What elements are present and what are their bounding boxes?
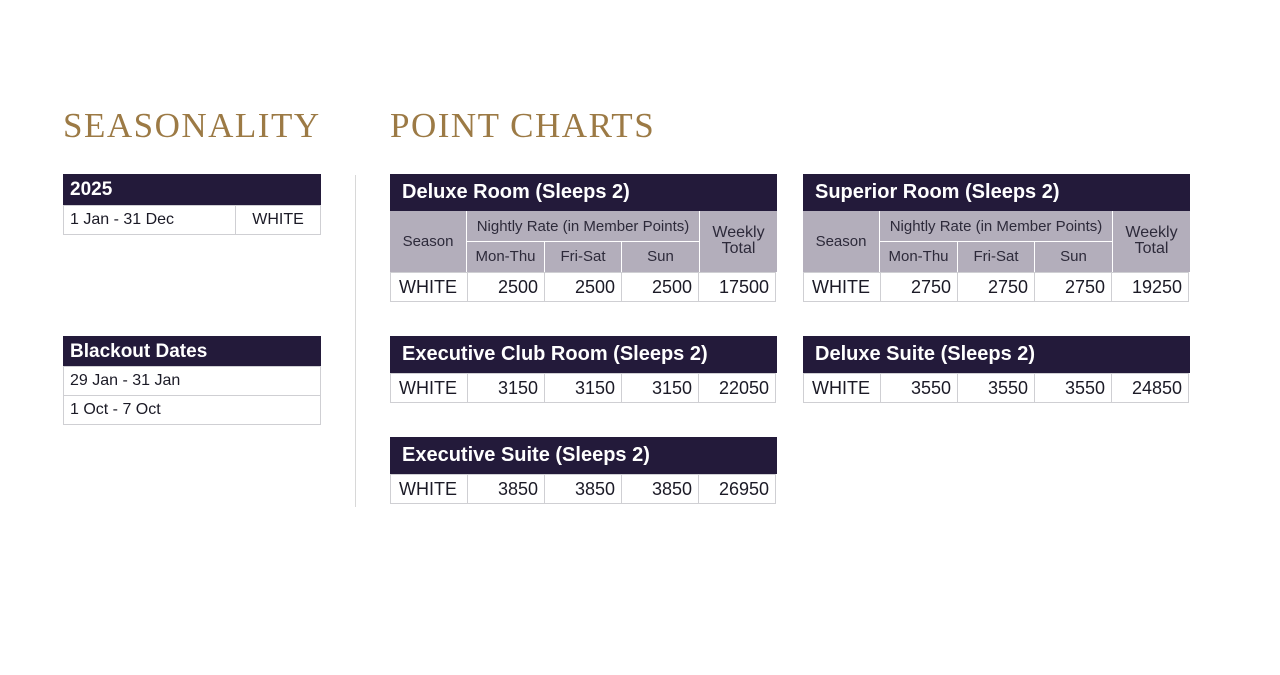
blackout-dates-title: Blackout Dates	[63, 336, 321, 367]
table-row	[803, 373, 1190, 403]
mon-thu-cell: 3550	[880, 373, 958, 403]
season-name-cell: WHITE	[235, 205, 321, 235]
season-col-header: Season	[402, 233, 454, 250]
weekly-cell: 19250	[1111, 272, 1189, 302]
room-title: Superior Room (Sleeps 2)	[803, 174, 1190, 211]
season-cell: WHITE	[803, 373, 881, 403]
table-row	[803, 272, 1190, 302]
mon-thu-cell: 2500	[467, 272, 545, 302]
mon-thu-header: Mon-Thu	[475, 248, 536, 265]
mon-thu-cell: 3850	[467, 474, 545, 504]
fri-sat-cell: 3850	[544, 474, 622, 504]
weekly-header-line1: Weekly	[712, 224, 765, 241]
mon-thu-cell: 2750	[880, 272, 958, 302]
room-title: Deluxe Room (Sleeps 2)	[390, 174, 777, 211]
room-title: Executive Suite (Sleeps 2)	[390, 437, 777, 474]
season-cell: WHITE	[390, 474, 468, 504]
blackout-row: 1 Oct - 7 Oct	[63, 395, 321, 425]
column-header-grid	[803, 211, 1190, 272]
season-cell: WHITE	[803, 272, 881, 302]
sun-cell: 3850	[621, 474, 699, 504]
table-row	[390, 272, 777, 302]
executive-suite-table	[390, 437, 777, 504]
sun-header: Sun	[1060, 248, 1087, 265]
weekly-header-line2: Total	[721, 240, 756, 257]
sun-cell: 3550	[1034, 373, 1112, 403]
sun-cell: 2500	[621, 272, 699, 302]
deluxe-room-table	[390, 174, 777, 302]
fri-sat-cell: 3150	[544, 373, 622, 403]
mon-thu-cell: 3150	[467, 373, 545, 403]
room-title: Deluxe Suite (Sleeps 2)	[803, 336, 1190, 373]
section-divider	[355, 175, 356, 507]
weekly-cell: 24850	[1111, 373, 1189, 403]
weekly-header-line1: Weekly	[1125, 224, 1178, 241]
weekly-cell: 22050	[698, 373, 776, 403]
season-cell: WHITE	[390, 272, 468, 302]
blackout-dates-table	[63, 336, 321, 425]
blackout-row: 29 Jan - 31 Jan	[63, 366, 321, 396]
sun-cell: 2750	[1034, 272, 1112, 302]
season-year-table	[63, 174, 321, 235]
superior-room-table	[803, 174, 1190, 302]
season-year-title: 2025	[63, 174, 321, 206]
fri-sat-cell: 2500	[544, 272, 622, 302]
weekly-cell: 26950	[698, 474, 776, 504]
nightly-rate-header: Nightly Rate (in Member Points)	[476, 218, 690, 235]
weekly-header-line2: Total	[1134, 240, 1169, 257]
weekly-cell: 17500	[698, 272, 776, 302]
fri-sat-header: Fri-Sat	[560, 248, 606, 265]
executive-club-room-table	[390, 336, 777, 403]
season-dates-cell: 1 Jan - 31 Dec	[63, 205, 236, 235]
table-row	[390, 373, 777, 403]
season-col-header: Season	[815, 233, 867, 250]
point-charts-heading: POINT CHARTS	[390, 106, 656, 145]
fri-sat-cell: 3550	[957, 373, 1035, 403]
season-cell: WHITE	[390, 373, 468, 403]
fri-sat-header: Fri-Sat	[973, 248, 1019, 265]
room-title: Executive Club Room (Sleeps 2)	[390, 336, 777, 373]
nightly-rate-header: Nightly Rate (in Member Points)	[889, 218, 1103, 235]
deluxe-suite-table	[803, 336, 1190, 403]
sun-header: Sun	[647, 248, 674, 265]
seasonality-heading: SEASONALITY	[63, 106, 321, 145]
fri-sat-cell: 2750	[957, 272, 1035, 302]
mon-thu-header: Mon-Thu	[888, 248, 949, 265]
column-header-grid	[390, 211, 777, 272]
sun-cell: 3150	[621, 373, 699, 403]
table-row	[390, 474, 777, 504]
